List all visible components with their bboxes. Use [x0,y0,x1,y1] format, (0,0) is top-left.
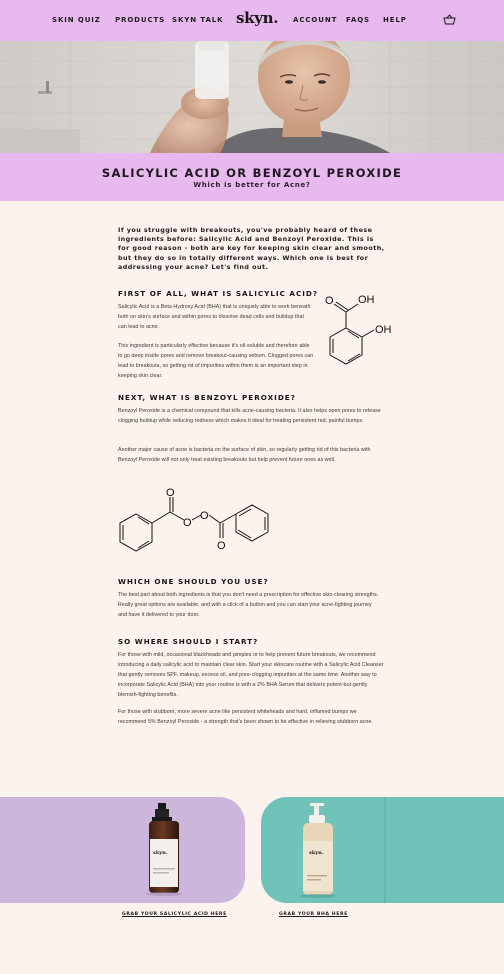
grab-bha-link[interactable]: GRAB YOUR BHA HERE [279,912,348,917]
bottle-label: skyn. [153,850,168,856]
benzoyl-peroxide-structure [116,484,280,556]
section-heading-start: SO WHERE SHOULD I START? [118,637,259,646]
salicylic-acid-structure [322,288,398,372]
article-title: SALICYLIC ACID OR BENZOYL PEROXIDE [101,166,403,180]
intro-paragraph: If you struggle with breakouts, you've probably heard of these ingredients before: Salicylic Acid and Benzoyl Peroxide. This is for good reason - both are key for keeping skin clear and smooth, but they do so in totally different ways. Which one is best for addressing your acne? Let's find out. [118,226,385,271]
section-paragraph: For those with stubborn, more severe acne like persistent whiteheads and hard, inflamed bumps we recommend 5% Benzoyl Peroxide - a strength that's been shown to be effective in relieving stubborn acne. [118,709,373,725]
salicylic-product-card[interactable] [0,797,245,903]
nav-skin-quiz[interactable]: SKIN QUIZ [52,16,101,24]
article-title-band [0,153,504,201]
oxygen-label: O [217,540,226,552]
oxygen-label: O [183,517,192,529]
section-paragraph: Benzoyl Peroxide is a chemical compound that kills acne-causing bacteria. It also helps open pores to release clogging buildup while reducing redness which makes it ideal for treating persistent red, painful bumps. [118,408,381,424]
section-heading-salicylic: FIRST OF ALL, WHAT IS SALICYLIC ACID? [118,289,319,298]
nav-products[interactable]: PRODUCTS [115,16,166,24]
nav-faqs[interactable]: FAQS [346,16,370,24]
hero-image [0,41,504,153]
hydroxyl-label: OH [375,324,392,336]
section-paragraph: This ingredient is particularly effective because it's oil-soluble and therefore able to go deep inside pores and remove breakout-causing sebum. Clogged pores can lead to breakouts, so getting rid of impurities within them is an important step in keeping skin clear. [118,343,314,379]
article-subtitle: Which is better for Acne? [193,181,311,189]
bha-product-card[interactable] [261,797,504,903]
nav-account[interactable]: ACCOUNT [293,16,338,24]
basket-icon[interactable] [443,14,456,25]
nav-skyn-talk[interactable]: SKYN TALK [172,16,224,24]
skyn-logo[interactable]: skyn. [236,9,279,27]
section-heading-which: WHICH ONE SHOULD YOU USE? [118,577,269,586]
bottle-label: skyn. [309,850,324,856]
oxygen-label: O [166,487,175,499]
section-paragraph: For those with mild, occasional blackheads and pimples or to help prevent future breakouts, we recommend introducing a daily salicylic acid to maintain clear skin. Start your skincare routine with a Salicylic Acid Cleanser that gently removes SPF, makeup, excess oil, and pore-clogging impurities at the same time. Another way to incorporate Salicylic Acid (BHA) into your routine is with a 2% BHA Serum that delivers potent-but-gently blemish-fighting benefits. [118,652,384,698]
section-paragraph: Salicylic Acid is a Beta Hydroxy Acid (BHA) that is uniquely able to work beneath both on skin's surface and within pores to dissolve dead cells and buildup that can lead to acne. [118,304,311,330]
section-heading-benzoyl: NEXT, WHAT IS BENZOYL PEROXIDE? [118,393,296,402]
oxygen-label: O [325,295,334,307]
hydroxyl-label: OH [358,294,375,306]
section-paragraph: The best part about both ingredients is that you don't need a prescription for effective skin-clearing strengths. Really great options are available, and with a click of a button and you can start your acne-fighting journey and have it delivered to your door. [118,592,379,618]
grab-salicylic-acid-link[interactable]: GRAB YOUR SALICYLIC ACID HERE [122,912,227,917]
top-nav [0,0,504,41]
section-paragraph: Another major cause of acne is bacteria on the surface of skin, so regularly getting rid of this bacteria with Benzoyl Peroxide will not only treat existing breakouts but help prevent future ones as well. [118,447,371,463]
nav-help[interactable]: HELP [383,16,407,24]
oxygen-label: O [200,510,209,522]
